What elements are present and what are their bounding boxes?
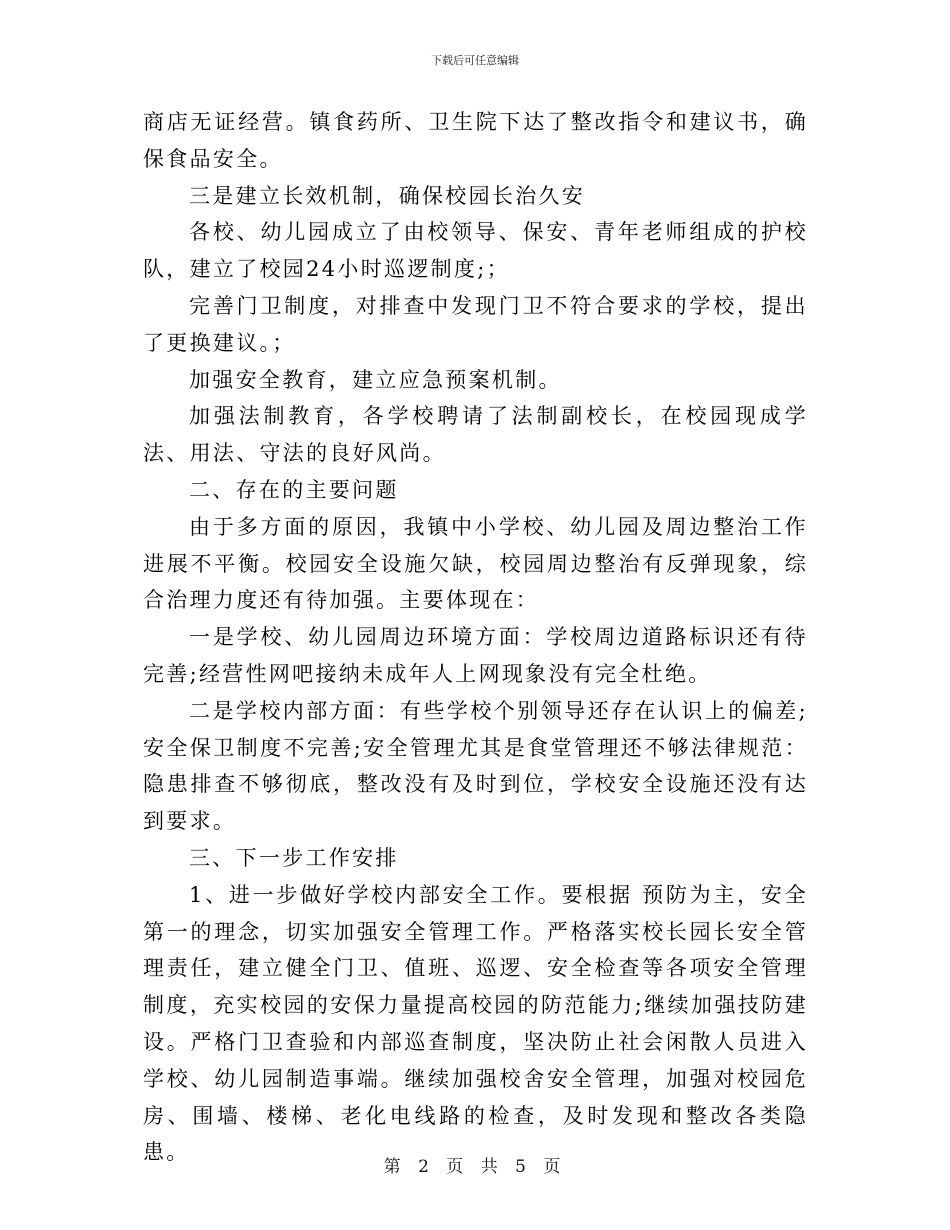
paragraph-3: 各校、幼儿园成立了由校领导、保安、青年老师组成的护校队，建立了校园24小时巡逻制度;； — [143, 220, 808, 282]
section-heading-2: 二、存在的主要问题 — [189, 477, 399, 502]
page-footer: 第 2 页 共 5 页 — [383, 1157, 567, 1177]
page-header: 下载后可任意编辑 — [431, 54, 519, 67]
paragraph-1: 商店无证经营。镇食药所、卫生院下达了整改指令和建议书，确保食品安全。 — [143, 110, 808, 171]
document-body — [143, 104, 808, 1171]
paragraph-4: 完善门卫制度，对排查中发现门卫不符合要求的学校，提出了更换建议。； — [143, 293, 808, 355]
paragraph-6: 加强法制教育，各学校聘请了法制副校长，在校园现成学法、用法、守法的良好风尚。 — [143, 404, 808, 466]
paragraph-9: 一是学校、幼儿园周边环境方面：学校周边道路标识还有待完善;经营性网吧接纳未成年人上网现象没有完全杜绝。 — [143, 625, 808, 686]
section-heading-3: 三、下一步工作安排 — [189, 845, 399, 870]
paragraph-12: 1、进一步做好学校内部安全工作。要根据 预防为主，安全第一的理念，切实加强安全管理工作。严格落实校长园长安全管理责任，建立健全门卫、值班、巡逻、安全检查等各项安全管理制度，充实校园的安保力量提高校园的防范能力;继续加强技防建设。严格门卫查验和内部巡查制度，坚决防止社会闲散人员进入学校、幼儿园制造事端。继续加强校舍安全管理，加强对校园危房、围墙、楼梯、老化电线路的检查，及时发现和整改各类隐患。 — [143, 882, 808, 1165]
paragraph-10: 二是学校内部方面：有些学校个别领导还存在认识上的偏差;安全保卫制度不完善;安全管理尤其是食堂管理还不够法律规范：隐患排查不够彻底，整改没有及时到位，学校安全设施还没有达到要求。 — [143, 698, 808, 834]
paragraph-5: 加强安全教育，建立应急预案机制。 — [189, 367, 562, 392]
paragraph-8: 由于多方面的原因，我镇中小学校、幼儿园及周边整治工作进展不平衡。校园安全设施欠缺，校园周边整治有反弹现象，综合治理力度还有待加强。主要体现在： — [143, 514, 808, 613]
paragraph-2: 三是建立长效机制，确保校园长治久安 — [189, 183, 586, 208]
